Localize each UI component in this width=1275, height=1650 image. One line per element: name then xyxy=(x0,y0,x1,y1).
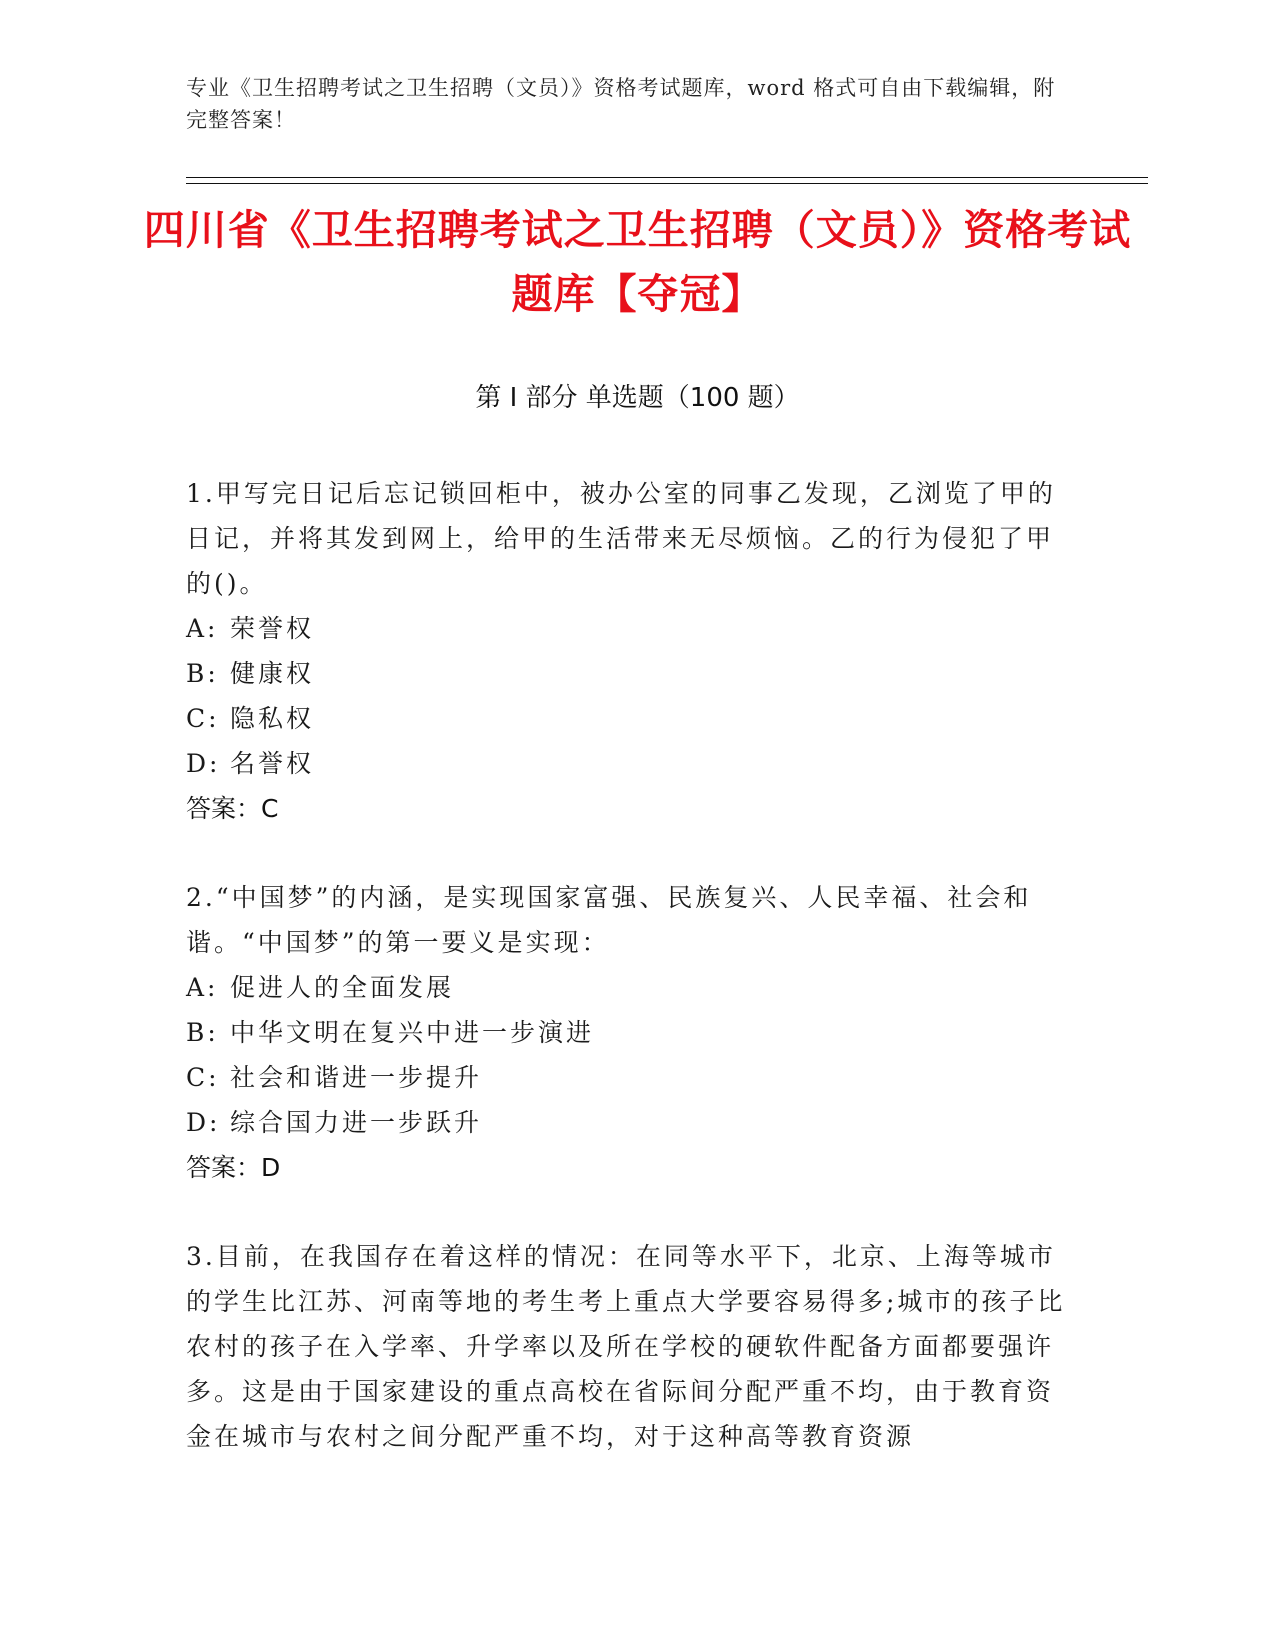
header-rule-top xyxy=(186,177,1148,178)
header-note: 专业《卫生招聘考试之卫生招聘（文员）》资格考试题库，word 格式可自由下载编辑，附完整答案！ xyxy=(186,76,1056,132)
option-key: A: xyxy=(186,973,219,1002)
option-key: C: xyxy=(186,1063,220,1092)
option-c xyxy=(186,1055,1066,1100)
option-text: 社会和谐进一步提升 xyxy=(230,1063,483,1092)
option-c xyxy=(186,696,1066,741)
question-1 xyxy=(186,471,1066,831)
option-text: 综合国力进一步跃升 xyxy=(230,1108,483,1137)
option-key: D: xyxy=(186,1108,221,1137)
option-d xyxy=(186,1100,1066,1145)
option-key: D: xyxy=(186,749,221,778)
option-b xyxy=(186,1010,1066,1055)
option-a xyxy=(186,606,1066,651)
answer-line: 答案：D xyxy=(186,1153,281,1182)
option-b xyxy=(186,651,1066,696)
option-text: 名誉权 xyxy=(230,749,315,778)
option-text: 中华文明在复兴中进一步演进 xyxy=(230,1018,595,1047)
option-d xyxy=(186,741,1066,786)
document-title: 四川省《卫生招聘考试之卫生招聘（文员）》资格考试题库【夺冠】 xyxy=(143,206,1132,318)
question-list xyxy=(186,471,1066,1503)
answer-line: 答案：C xyxy=(186,794,279,823)
option-text: 隐私权 xyxy=(230,704,315,733)
option-text: 荣誉权 xyxy=(230,614,315,643)
question-stem: 1.甲写完日记后忘记锁回柜中，被办公室的同事乙发现，乙浏览了甲的日记，并将其发到网上，给甲的生活带来无尽烦恼。乙的行为侵犯了甲的()。 xyxy=(186,479,1056,598)
option-key: C: xyxy=(186,704,220,733)
option-text: 健康权 xyxy=(230,659,315,688)
section-heading: 第 I 部分 单选题（100 题） xyxy=(475,383,800,413)
option-text: 促进人的全面发展 xyxy=(230,973,455,1002)
option-key: B: xyxy=(186,1018,219,1047)
question-stem: 2.“中国梦”的内涵，是实现国家富强、民族复兴、人民幸福、社会和谐。“中国梦”的第一要义是实现： xyxy=(186,883,1032,957)
option-a xyxy=(186,965,1066,1010)
option-key: A: xyxy=(186,614,219,643)
question-stem: 3.目前，在我国存在着这样的情况：在同等水平下，北京、上海等城市的学生比江苏、河南等地的考生考上重点大学要容易得多;城市的孩子比农村的孩子在入学率、升学率以及所在学校的硬软件配备方面都要强许多。这是由于国家建设的重点高校在省际间分配严重不均，由于教育资金在城市与农村之间分配严重不均，对于这种高等教育资源 xyxy=(186,1242,1066,1451)
header-rule-bottom xyxy=(186,183,1148,184)
question-3 xyxy=(186,1234,1066,1459)
question-2 xyxy=(186,875,1066,1190)
option-key: B: xyxy=(186,659,219,688)
